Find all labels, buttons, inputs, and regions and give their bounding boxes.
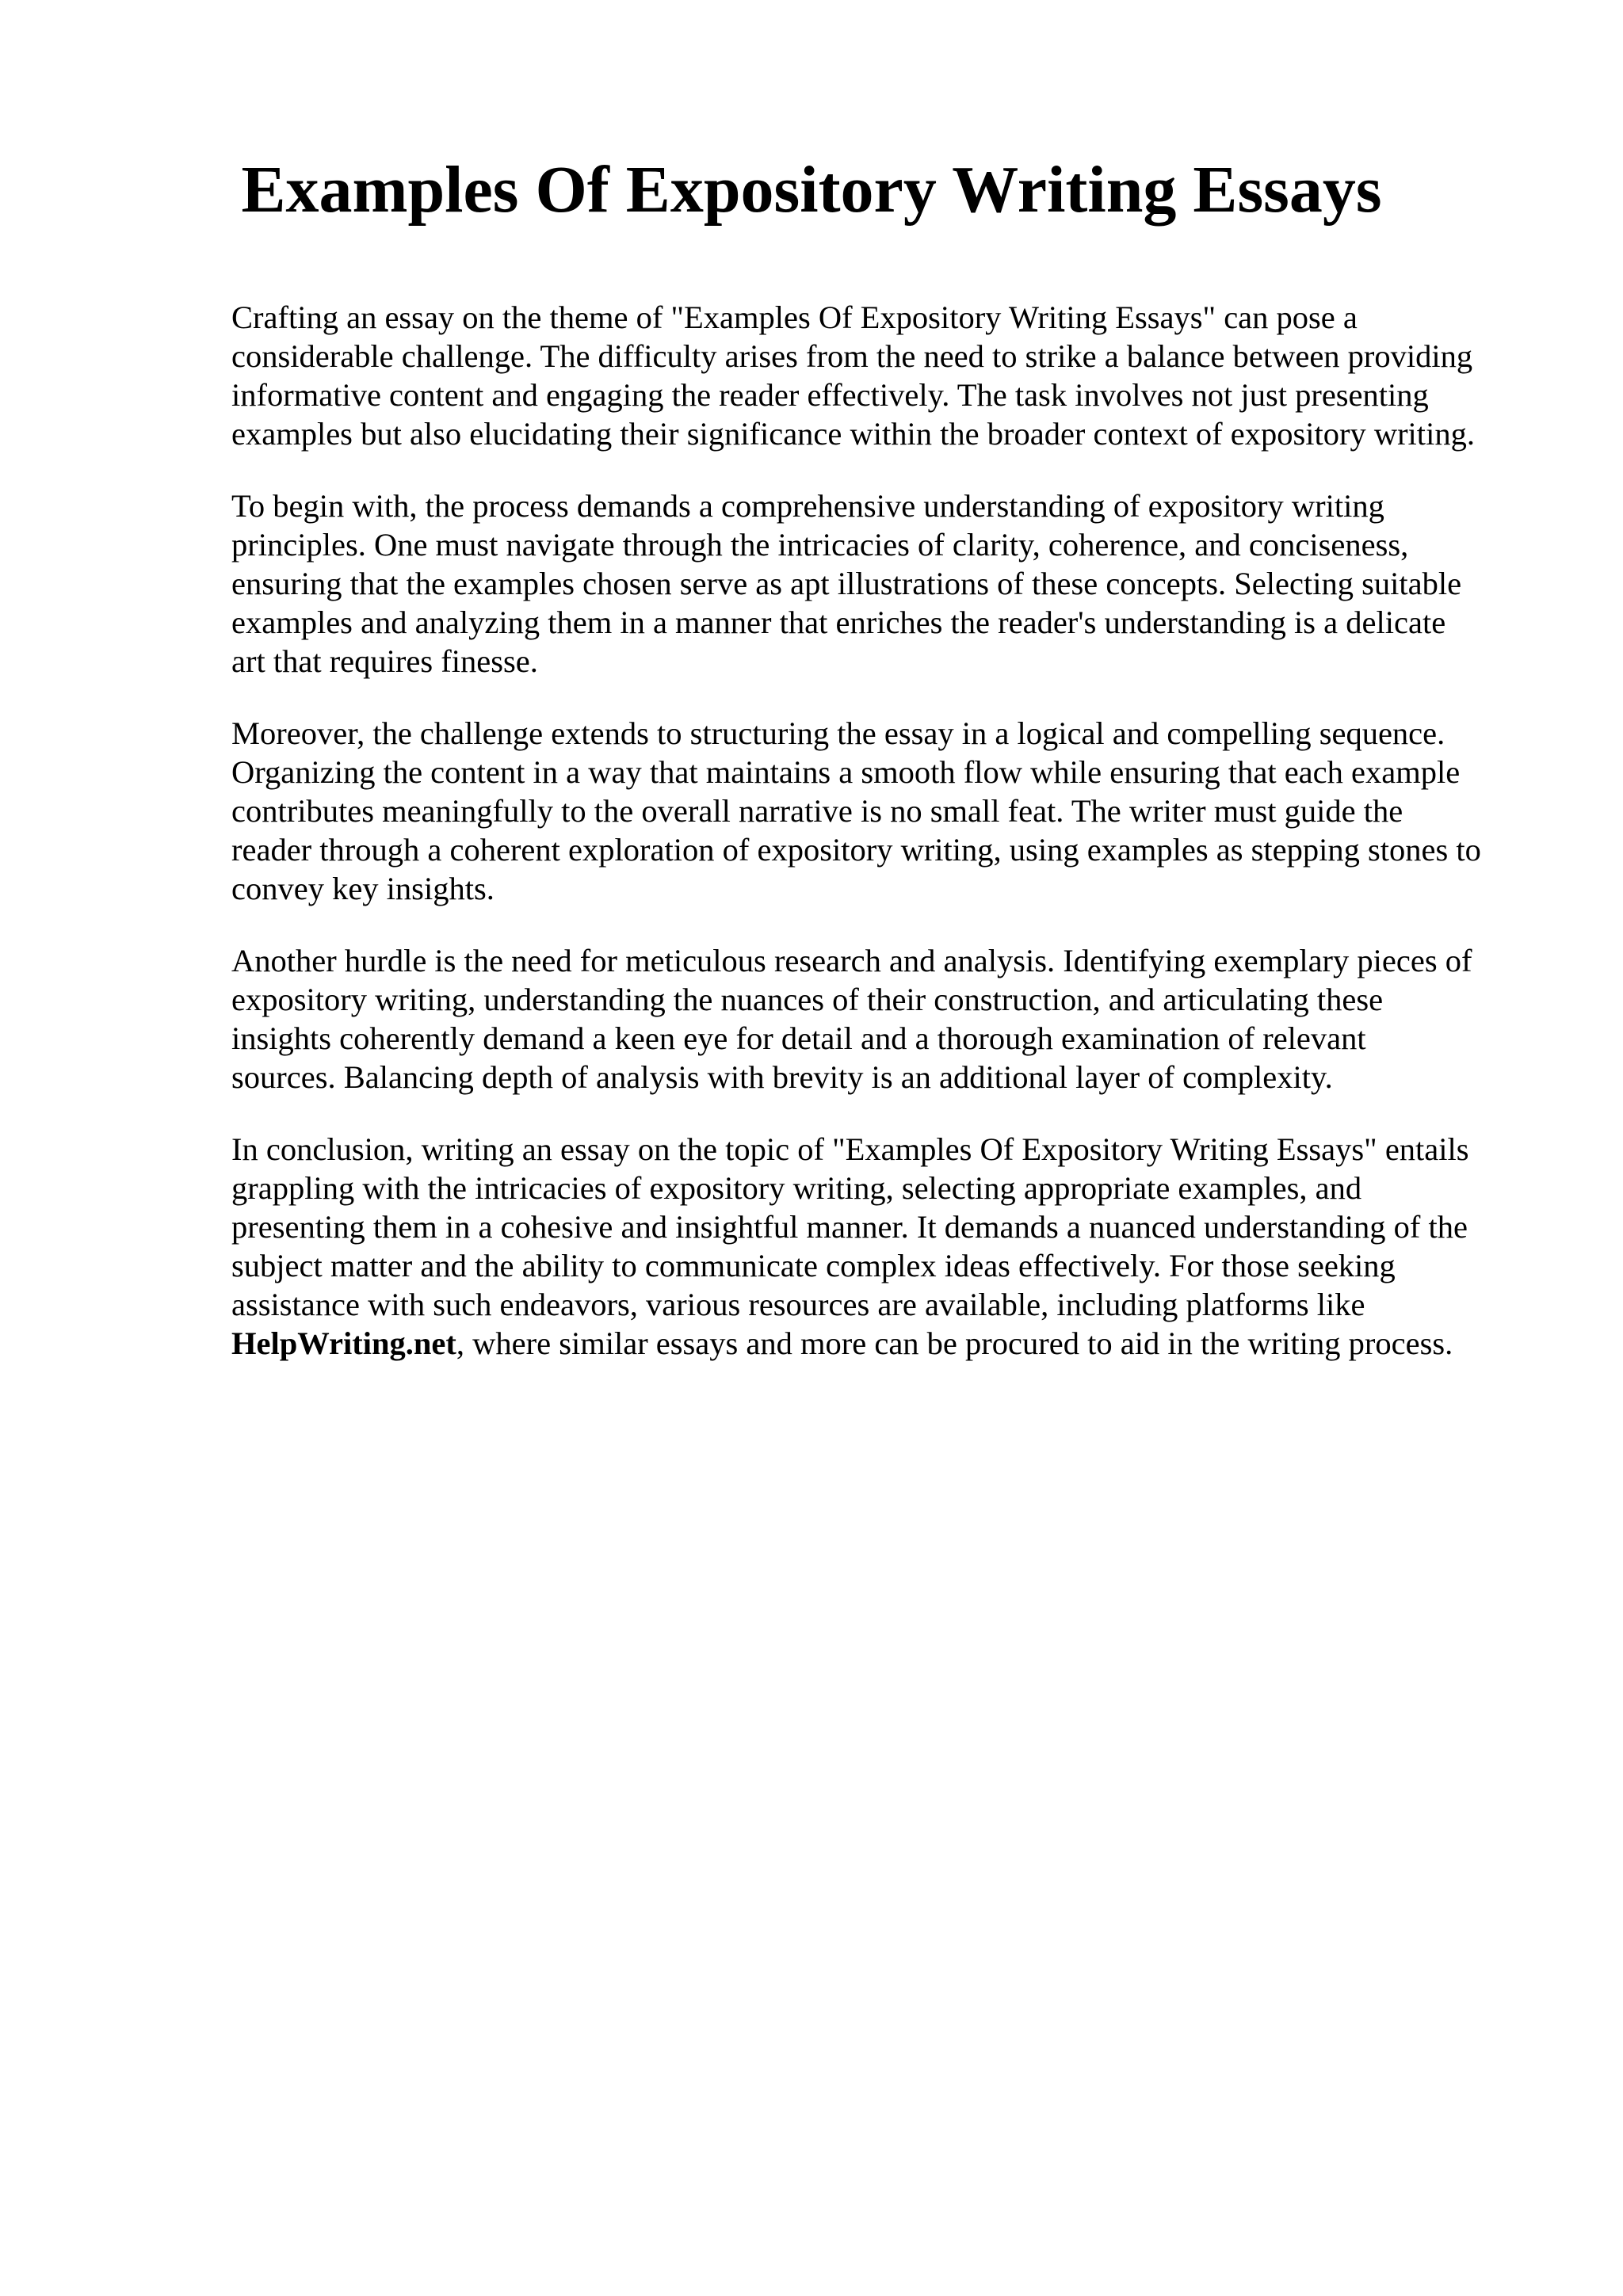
text-line: Organizing the content in a way that maintains a smooth flow while ensuring that each example (231, 754, 1461, 790)
text-line: informative content and engaging the reader effectively. The task involves not just presenting (231, 377, 1429, 413)
text-line: assistance with such endeavors, various resources are available, including platforms like (231, 1287, 1365, 1322)
text-line: convey key insights. (231, 871, 495, 906)
helpwriting-link[interactable]: HelpWriting.net (231, 1325, 456, 1361)
page-title: Examples Of Expository Writing Essays (241, 153, 1382, 227)
paragraph-1 (231, 298, 1531, 453)
text-line: Crafting an essay on the theme of "Examples Of Expository Writing Essays" can pose a (231, 299, 1358, 335)
text-line: expository writing, understanding the nuances of their construction, and articulating these (231, 982, 1384, 1017)
text-line: reader through a coherent exploration of expository writing, using examples as stepping stones to (231, 832, 1481, 868)
text-line: Moreover, the challenge extends to structuring the essay in a logical and compelling sequence. (231, 715, 1445, 751)
text-line: considerable challenge. The difficulty arises from the need to strike a balance between providing (231, 338, 1473, 374)
text-line: insights coherently demand a keen eye for detail and a thorough examination of relevant (231, 1020, 1366, 1056)
text-line: grappling with the intricacies of expository writing, selecting appropriate examples, and (231, 1170, 1362, 1206)
paragraph-2 (231, 486, 1531, 681)
text-line: examples and analyzing them in a manner that enriches the reader's understanding is a delicate (231, 605, 1446, 640)
paragraph-4 (231, 941, 1531, 1097)
essay-body (231, 298, 1531, 1396)
text-line: In conclusion, writing an essay on the topic of "Examples Of Expository Writing Essays" entails (231, 1131, 1469, 1167)
paragraph-3 (231, 714, 1531, 908)
text-line-rest: , where similar essays and more can be procured to aid in the writing process. (456, 1325, 1453, 1361)
text-line: contributes meaningfully to the overall narrative is no small feat. The writer must guide the (231, 793, 1403, 829)
text-line: principles. One must navigate through the intricacies of clarity, coherence, and conciseness, (231, 527, 1409, 563)
text-line: art that requires finesse. (231, 643, 538, 679)
text-line: ensuring that the examples chosen serve as apt illustrations of these concepts. Selecting suitable (231, 566, 1462, 601)
text-line: presenting them in a cohesive and insightful manner. It demands a nuanced understanding of the (231, 1209, 1468, 1245)
text-line: To begin with, the process demands a comprehensive understanding of expository writing (231, 488, 1384, 524)
text-line: Another hurdle is the need for meticulous research and analysis. Identifying exemplary pieces of (231, 943, 1472, 978)
text-line: sources. Balancing depth of analysis with brevity is an additional layer of complexity. (231, 1059, 1333, 1095)
text-line: examples but also elucidating their significance within the broader context of expository writing. (231, 416, 1475, 452)
text-line: subject matter and the ability to communicate complex ideas effectively. For those seeking (231, 1248, 1396, 1283)
paragraph-5 (231, 1130, 1531, 1363)
text-line-final (231, 1324, 1531, 1363)
